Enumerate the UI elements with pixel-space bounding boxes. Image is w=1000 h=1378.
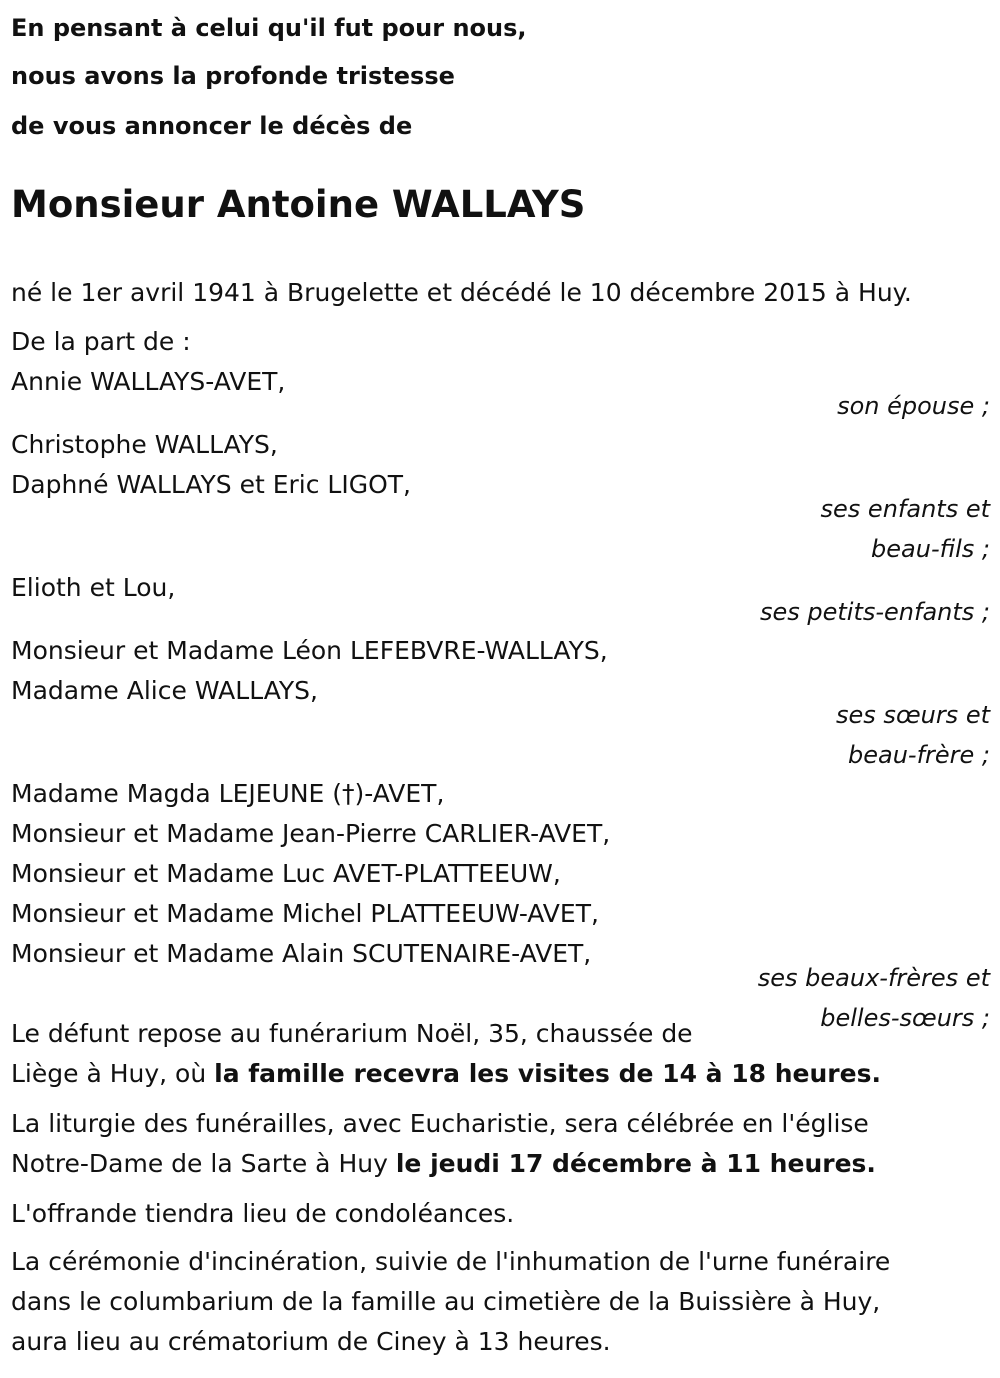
spouse-name: Annie WALLAYS-AVET, xyxy=(11,367,286,396)
intro-line-1: En pensant à celui qu'il fut pour nous, xyxy=(11,14,527,42)
family-intro: De la part de : xyxy=(11,327,191,356)
funeral-date-time: le jeudi 17 décembre à 11 heures. xyxy=(395,1149,876,1178)
in-law-name-4: Monsieur et Madame Michel PLATTEEUW-AVET, xyxy=(11,899,599,928)
repose-line-1: Le défunt repose au funérarium Noël, 35, chaussée de xyxy=(11,1019,693,1048)
in-law-name-5: Monsieur et Madame Alain SCUTENAIRE-AVET, xyxy=(11,939,592,968)
liturgy-line-2 xyxy=(11,1144,876,1184)
liturgy-line-1: La liturgie des funérailles, avec Eucharistie, sera célébrée en l'église xyxy=(11,1109,869,1138)
repose-line-2 xyxy=(11,1054,881,1094)
grandchildren-relation: ses petits-enfants ; xyxy=(759,598,990,626)
repose-location-text: Liège à Huy, où xyxy=(11,1059,215,1088)
deceased-name: Monsieur Antoine WALLAYS xyxy=(11,183,586,226)
siblings-relation-2: beau-frère ; xyxy=(847,741,990,769)
in-laws-relation-2: belles-sœurs ; xyxy=(820,1004,990,1032)
sibling-name-2: Madame Alice WALLAYS, xyxy=(11,676,318,705)
cremation-line-2: dans le columbarium de la famille au cimetière de la Buissière à Huy, xyxy=(11,1287,881,1316)
liturgy-location-text: Notre-Dame de la Sarte à Huy xyxy=(11,1149,396,1178)
intro-line-3: de vous annoncer le décès de xyxy=(11,112,413,140)
child-name-2: Daphné WALLAYS et Eric LIGOT, xyxy=(11,470,411,499)
child-name-1: Christophe WALLAYS, xyxy=(11,430,278,459)
cremation-line-3: aura lieu au crématorium de Ciney à 13 heures. xyxy=(11,1327,611,1356)
grandchildren-names: Elioth et Lou, xyxy=(11,573,176,602)
spouse-relation: son épouse ; xyxy=(837,392,990,420)
offering-note: L'offrande tiendra lieu de condoléances. xyxy=(11,1199,515,1228)
in-laws-relation-1: ses beaux-frères et xyxy=(757,964,990,992)
in-law-name-1: Madame Magda LEJEUNE (†)-AVET, xyxy=(11,779,445,808)
intro-line-2: nous avons la profonde tristesse xyxy=(11,62,455,90)
cremation-line-1: La cérémonie d'incinération, suivie de l'inhumation de l'urne funéraire xyxy=(11,1247,891,1276)
in-law-name-2: Monsieur et Madame Jean-Pierre CARLIER-AVET, xyxy=(11,819,611,848)
visiting-hours: la famille recevra les visites de 14 à 18 heures. xyxy=(214,1059,881,1088)
sibling-name-1: Monsieur et Madame Léon LEFEBVRE-WALLAYS, xyxy=(11,636,608,665)
birth-death-dates: né le 1er avril 1941 à Brugelette et décédé le 10 décembre 2015 à Huy. xyxy=(11,278,912,307)
children-relation-1: ses enfants et xyxy=(820,495,990,523)
in-law-name-3: Monsieur et Madame Luc AVET-PLATTEEUW, xyxy=(11,859,561,888)
children-relation-2: beau-fils ; xyxy=(871,535,990,563)
siblings-relation-1: ses sœurs et xyxy=(836,701,990,729)
